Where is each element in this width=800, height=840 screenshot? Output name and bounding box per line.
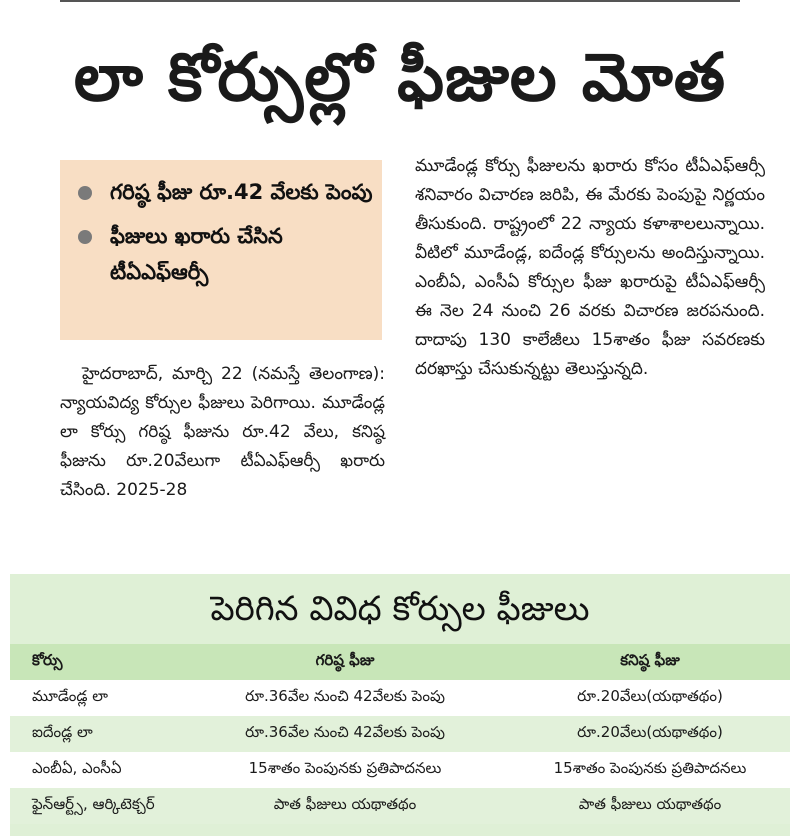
highlight-text: ఫీజులు ఖరారు చేసిన టీఏఎఫ్ఆర్సీ bbox=[110, 224, 283, 284]
highlights-box bbox=[60, 160, 382, 340]
course-cell: ఫైన్ఆర్ట్స్, ఆర్కిటెక్చర్ bbox=[32, 795, 155, 813]
table-row bbox=[10, 788, 790, 824]
bullet-icon bbox=[78, 230, 92, 244]
min-fee-cell: పాత ఫీజులు యథాతథం bbox=[578, 795, 722, 813]
highlight-item bbox=[60, 170, 382, 214]
bullet-icon bbox=[78, 186, 92, 200]
dateline: హైదరాబాద్, మార్చి 22 (నమస్తే తెలంగాణ): bbox=[82, 364, 385, 384]
max-fee-cell: రూ.36వేల నుంచి 42వేలకు పెంపు bbox=[245, 687, 445, 705]
fee-table-title: పెరిగిన వివిధ కోర్సుల ఫీజులు bbox=[210, 589, 590, 629]
highlight-item bbox=[60, 214, 382, 294]
fee-table-header bbox=[10, 644, 790, 680]
fee-table-section bbox=[10, 574, 790, 836]
article-column-right bbox=[415, 152, 765, 384]
highlight-text: గరిష్ఠ ఫీజు రూ.42 వేలకు పెంపు bbox=[110, 180, 373, 204]
article-body-left: న్యాయవిద్య కోర్సుల ఫీజులు పెరిగాయి. మూడేండ్ల లా కోర్సు గరిష్ఠ ఫీజును రూ.42 వేలు, కనిష్ఠ ఫీజును రూ.20వేలుగా టీఏఎఫ్ఆర్సీ ఖరారు చేసింది. 2025-28 bbox=[60, 393, 385, 500]
header-course: కోర్సు bbox=[32, 651, 63, 669]
table-row bbox=[10, 752, 790, 788]
header-min-fee: కనిష్ఠ ఫీజు bbox=[620, 651, 680, 669]
table-row bbox=[10, 716, 790, 752]
headline: లా కోర్సుల్లో ఫీజుల మోత bbox=[73, 39, 727, 116]
article-column-left bbox=[60, 360, 385, 505]
article-body-right: మూడేండ్ల కోర్సు ఫీజులను ఖరారు కోసం టీఏఎఫ్ఆర్సీ శనివారం విచారణ జరిపి, ఈ మేరకు పెంపుపై నిర్ణయం తీసుకుంది. రాష్ట్రంలో 22 న్యాయ కళాశాలలున్నాయి. వీటిలో మూడేండ్ల, ఐదేండ్ల కోర్సులను అందిస్తున్నాయి. ఎంబీఏ, ఎంసీఏ కోర్సుల ఫీజు ఖరారుపై టీఏఎఫ్ఆర్సీ ఈ నెల 24 నుంచి 26 వరకు విచారణ జరపనుంది. దాదాపు 130 కాలేజీలు 15శాతం ఫీజు సవరణకు దరఖాస్తు చేసుకున్నట్టు తెలుస్తున్నది. bbox=[415, 156, 765, 379]
min-fee-cell: రూ.20వేలు(యథాతథం) bbox=[577, 723, 723, 741]
table-row bbox=[10, 680, 790, 716]
course-cell: మూడేండ్ల లా bbox=[32, 687, 108, 705]
top-divider bbox=[60, 0, 740, 2]
course-cell: ఐదేండ్ల లా bbox=[32, 723, 93, 741]
max-fee-cell: పాత ఫీజులు యథాతథం bbox=[273, 795, 417, 813]
max-fee-cell: 15శాతం పెంపునకు ప్రతిపాదనలు bbox=[248, 759, 442, 777]
min-fee-cell: 15శాతం పెంపునకు ప్రతిపాదనలు bbox=[553, 759, 747, 777]
course-cell: ఎంబీఏ, ఎంసీఏ bbox=[32, 759, 122, 777]
max-fee-cell: రూ.36వేల నుంచి 42వేలకు పెంపు bbox=[245, 723, 445, 741]
header-max-fee: గరిష్ఠ ఫీజు bbox=[315, 651, 375, 669]
min-fee-cell: రూ.20వేలు(యథాతథం) bbox=[577, 687, 723, 705]
